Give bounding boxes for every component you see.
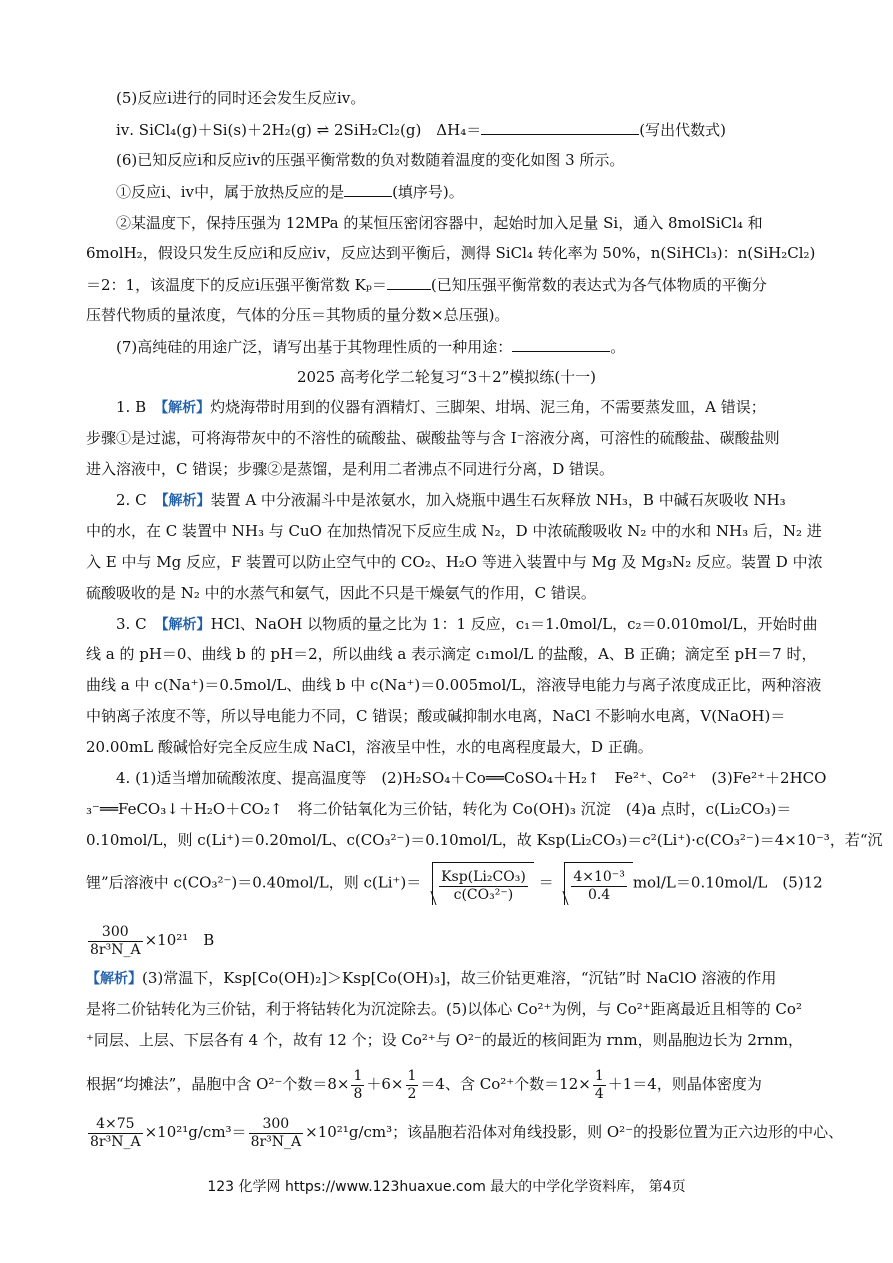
analysis-tag: 【解析】 (161, 617, 211, 633)
text-line: 中的水，在 C 装置中 NH₃ 与 CuO 在加热情况下反应生成 N₂，D 中浓硫酸吸收 N₂ 中的水和 NH₃ 后，N₂ 进 (86, 522, 822, 540)
fraction: $\frac{4\times 75}{\text{8r³N\_A}}$ (90, 1115, 141, 1150)
text-line: 压替代物质的量浓度，气体的分压＝其物质的量分数×总压强)。 (86, 306, 510, 324)
sqrt-expression: $\frac{\text{4×10⁻³}}{0.4}$ (564, 862, 632, 905)
text-line: ⁺同层、上层、下层各有 4 个，故有 12 个；设 Co²⁺与 O²⁻的最近的核间距为 rnm，则晶胞边长为 2rnm， (86, 1031, 804, 1049)
formula-line: 根据“均摊法”，晶胞中含 O²⁻个数＝8× $\frac{1}{8}$ ＋6× $\frac{1}{2}$ ＝4、含 Co²⁺个数＝12× $\frac{1}{4}$ ＋1＝4，则晶体密度为 (86, 1067, 762, 1102)
text-line: 【解析】(3)常温下，Ksp[Co(OH)₂]＞Ksp[Co(OH)₃]，故三价钴更难溶，“沉钴”时 NaClO 溶液的作用 (86, 969, 777, 987)
fraction: $\frac{1}{4}$ (594, 1067, 604, 1102)
analysis-tag: 【解析】 (161, 493, 211, 509)
text-line: 0.10mol/L，则 c(Li⁺)＝0.20mol/L、c(CO₃²⁻)＝0.10mol/L，故 Ksp(Li₂CO₃)＝c²(Li⁺)·c(CO₃²⁻)＝4×10⁻³，若“沉 (86, 831, 883, 849)
answer-3: 3. C 【解析】HCl、NaOH 以物质的量之比为 1：1 反应，c₁＝1.0mol/L，c₂＝0.010mol/L，开始时曲 (116, 615, 818, 633)
analysis-tag: 【解析】 (86, 971, 142, 987)
text-line: 6molH₂，假设只发生反应ⅰ和反应ⅳ，反应达到平衡后，测得 SiCl₄ 转化率为 50%，n(SiHCl₃)：n(SiH₂Cl₂) (86, 244, 816, 262)
text-line: (6)已知反应ⅰ和反应ⅳ的压强平衡常数的负对数随着温度的变化如图 3 所示。 (116, 151, 625, 169)
fraction: $\frac{1}{2}$ (407, 1067, 417, 1102)
text-line: 入 E 中与 Mg 反应，F 装置可以防止空气中的 CO₂、H₂O 等进入装置中与 Mg 及 Mg₃N₂ 反应。装置 D 中浓 (86, 553, 823, 571)
page-footer: 123 化学网 https://www.123huaxue.com 最大的中学化学资料库， 第4页 (207, 1179, 686, 1195)
text-line: (7)高纯硅的用途广泛，请写出基于其物理性质的一种用途： 。 (116, 338, 626, 356)
formula-line: 锂”后溶液中 c(CO₃²⁻)＝0.40mol/L，则 c(Li⁺)＝ $\frac{\text{Ksp(Li₂CO₃)}}{\text{c(CO₃²⁻)}}$ ＝ $\frac{\text{4×10⁻³}}{0.4}$ mol/L＝0.10mol/L (5)12 (86, 862, 823, 905)
text-line: ①反应ⅰ、ⅳ中，属于放热反应的是 (填序号)。 (116, 183, 464, 201)
text-line: 曲线 a 中 c(Na⁺)＝0.5mol/L、曲线 b 中 c(Na⁺)＝0.005mol/L，溶液导电能力与离子浓度成正比，两种溶液 (86, 676, 822, 694)
fraction: $\frac{300}{\text{8r³N\_A}}$ (250, 1115, 302, 1150)
answer-blank (481, 119, 639, 135)
text-line: 是将二价钴转化为三价钴，利于将钴转化为沉淀除去。(5)以体心 Co²⁺为例，与 Co²⁺距离最近且相等的 Co² (86, 1000, 802, 1018)
text-line: 20.00mL 酸碱恰好完全反应生成 NaCl，溶液呈中性，水的电离程度最大，D 正确。 (86, 738, 653, 756)
text-line: 硫酸吸收的是 N₂ 中的水蒸气和氨气，因此不只是干燥氨气的作用，C 错误。 (86, 584, 596, 602)
fraction: $\frac{1}{8}$ (353, 1067, 363, 1102)
text-line: ②某温度下，保持压强为 12MPa 的某恒压密闭容器中，起始时加入足量 Si，通入 8molSiCl₄ 和 (116, 214, 763, 232)
fraction: $\frac{300}{\text{8r³N\_A}}$ (90, 923, 141, 958)
text-line: 线 a 的 pH＝0、曲线 b 的 pH＝2，所以曲线 a 表示滴定 c₁mol/L 的盐酸，A、B 正确；滴定至 pH＝7 时， (86, 645, 817, 663)
answer-1: 1. B 【解析】灼烧海带时用到的仪器有酒精灯、三脚架、坩埚、泥三角，不需要蒸发皿，A 错误； (116, 398, 766, 416)
answer-blank (344, 181, 392, 197)
section-title: 2025 高考化学二轮复习“3＋2”模拟练(十一) (296, 368, 597, 386)
text-line: (5)反应ⅰ进行的同时还会发生反应ⅳ。 (116, 89, 366, 107)
text-line: ₃⁻══FeCO₃↓＋H₂O＋CO₂↑ 将二价钴氧化为三价钴，转化为 Co(OH)₃ 沉淀 (4)a 点时，c(Li₂CO₃)＝ (86, 800, 792, 818)
analysis-tag: 【解析】 (161, 400, 211, 416)
answer-blank (512, 336, 610, 352)
sqrt-expression: $\frac{\text{Ksp(Li₂CO₃)}}{\text{c(CO₃²⁻)}}$ (432, 862, 534, 905)
text-line: 中钠离子浓度不等，所以导电能力不同，C 错误；酸或碱抑制水电离，NaCl 不影响水电离，V(NaOH)＝ (86, 707, 786, 725)
answer-blank (387, 274, 431, 290)
text-line: 进入溶液中，C 错误；步骤②是蒸馏，是利用二者沸点不同进行分离，D 错误。 (86, 460, 615, 478)
text-line: 步骤①是过滤，可将海带灰中的不溶性的硫酸盐、碳酸盐等与含 I⁻溶液分离，可溶性的硫酸盐、碳酸盐则 (86, 429, 780, 447)
answer-4: 4. (1)适当增加硫酸浓度、提高温度等 (2)H₂SO₄＋Co══CoSO₄＋H₂↑ Fe²⁺、Co²⁺ (3)Fe²⁺＋2HCO (116, 769, 827, 787)
answer-2: 2. C 【解析】装置 A 中分液漏斗中是浓氨水，加入烧瓶中遇生石灰释放 NH₃，B 中碱石灰吸收 NH₃ (116, 491, 786, 509)
formula-line: $\frac{300}{\text{8r³N\_A}}$ ×10²¹ B (90, 923, 215, 958)
text-line: ＝2：1，该温度下的反应ⅰ压强平衡常数 Kₚ＝ (已知压强平衡常数的表达式为各气体物质的平衡分 (86, 276, 767, 294)
formula-line: $\frac{4\times 75}{\text{8r³N\_A}}$ ×10²¹g/cm³＝ $\frac{300}{\text{8r³N\_A}}$ ×10²¹g/cm³；该晶胞若沿体对角线投影，则 O²⁻的投影位置为正六边形的中心、 (90, 1115, 844, 1150)
text-line: ⅳ. SiCl₄(g)＋Si(s)＋2H₂(g) ⇌ 2SiH₂Cl₂(g) ΔH₄＝ (写出代数式) (116, 121, 726, 139)
